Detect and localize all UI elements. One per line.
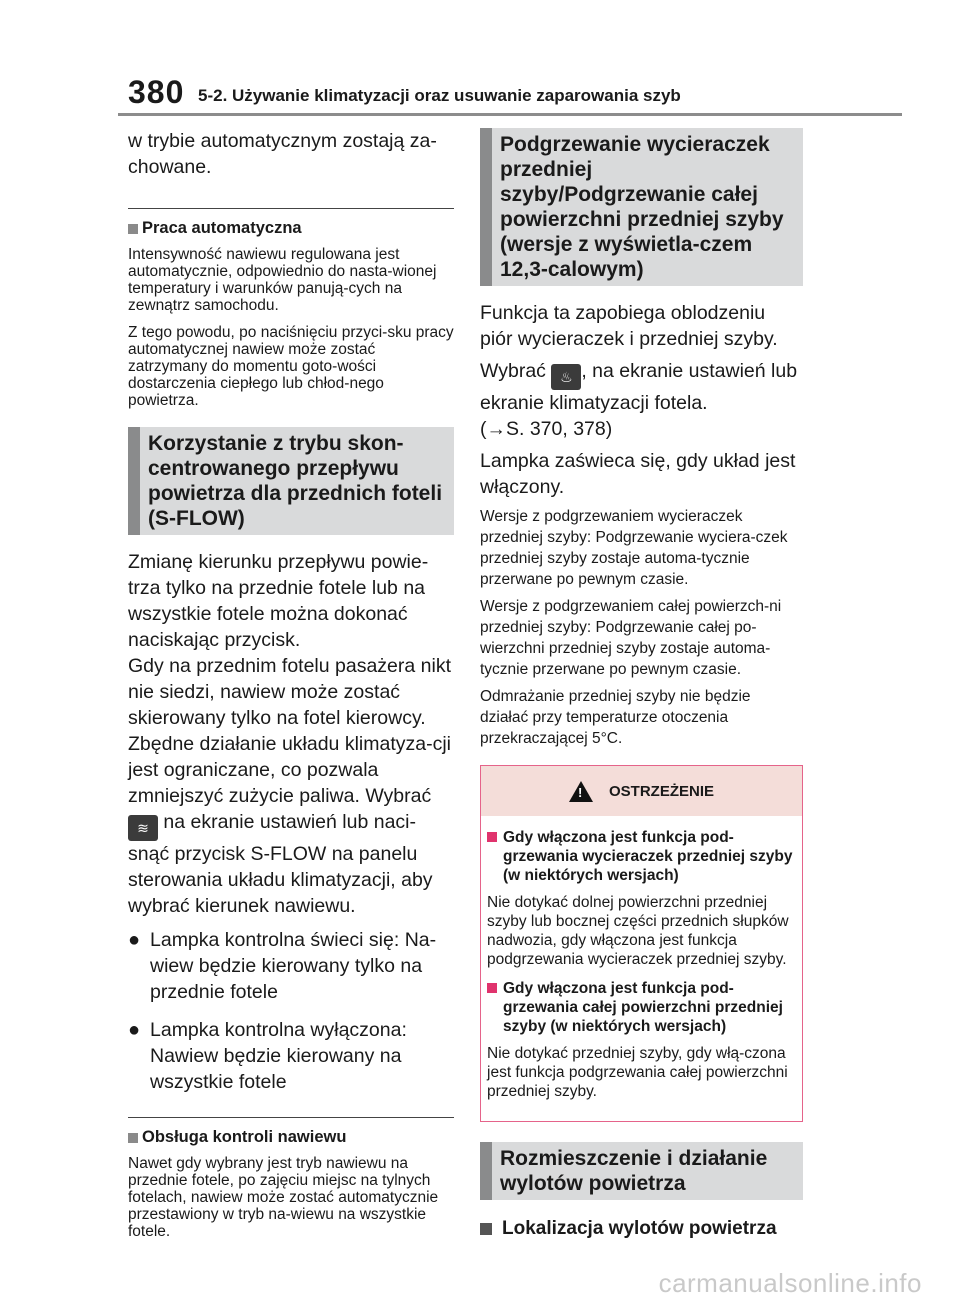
auto-paragraph-2: Z tego powodu, po naciśnięciu przyci-sku pracy automatycznej nawiew może zostać zatrzymany do momentu goto-wości dostarczenia ciepłego lub chłod-nego powietrza. bbox=[128, 324, 454, 409]
page-number: 380 bbox=[128, 74, 185, 110]
square-bullet-icon bbox=[487, 983, 497, 993]
sflow-section-heading: Korzystanie z trybu skon-centrowanego przepływu powietrza dla przednich foteli (S-FLOW) bbox=[128, 427, 454, 535]
intro-text: w trybie automatycznym zostają za-chowane. bbox=[128, 130, 437, 178]
divider bbox=[128, 208, 454, 209]
right-column bbox=[480, 128, 803, 1240]
warning-subheading-1: Gdy włączona jest funkcja pod-grzewania wycieraczek przedniej szyby (w niektórych wersjach) bbox=[487, 828, 796, 885]
divider bbox=[128, 1117, 454, 1118]
warning-body bbox=[481, 816, 802, 1121]
warning-paragraph-1: Nie dotykać dolnej powierzchni przedniej szyby lub bocznej części przednich słupków nadwozia, gdy włączona jest funkcja podgrzewania wycieraczek przedniej szyby. bbox=[487, 894, 789, 968]
wiper-heater-icon: ♨ bbox=[551, 364, 581, 390]
warning-triangle-icon: ! bbox=[569, 781, 593, 802]
heater-paragraph-5: Wersje z podgrzewaniem całej powierzch-ni przedniej szyby: Podgrzewanie całej po-wierzchni przedniej szyby zostaje automa-tycznie przerwane po pewnym czasie. bbox=[480, 598, 782, 678]
left-column bbox=[128, 128, 454, 1250]
header-divider bbox=[118, 113, 902, 116]
vents-section-heading: Rozmieszczenie i działanie wylotów powietrza bbox=[480, 1142, 803, 1200]
sflow-paragraph-1: Zmianę kierunku przepływu powie-trza tylko na przednie fotele lub na wszystkie fotele można dokonać naciskając przycisk. bbox=[128, 551, 429, 651]
heater-paragraph-1: Funkcja ta zapobiega oblodzeniu piór wycieraczek i przedniej szyby. bbox=[480, 302, 778, 350]
warning-paragraph-2: Nie dotykać przedniej szyby, gdy włą-czona jest funkcja podgrzewania całej powierzchni przedniej szyby. bbox=[487, 1045, 788, 1100]
watermark: carmanualsonline.info bbox=[658, 1268, 922, 1298]
bullet-dot-icon: ● bbox=[128, 1019, 141, 1041]
auto-heading: Praca automatyczna bbox=[128, 219, 454, 238]
square-bullet-icon bbox=[487, 832, 497, 842]
auto-paragraph-1: Intensywność nawiewu regulowana jest automatycznie, odpowiednio do nasta-wionej temperatury i warunków panują-cych na zewnątrz samochodu. bbox=[128, 246, 437, 314]
heater-page-reference: (→S. 370, 378) bbox=[480, 418, 613, 440]
heater-paragraph-4: Wersje z podgrzewaniem wycieraczek przedniej szyby: Podgrzewanie wyciera-czek przedniej szyby zostaje automa-tycznie przerwane po pewnym czasie. bbox=[480, 508, 788, 588]
bullet-dot-icon: ● bbox=[128, 929, 141, 951]
warning-subheading-2: Gdy włączona jest funkcja pod-grzewania całej powierzchni przedniej szyby (w niektórych wersjach) bbox=[487, 979, 796, 1036]
chapter-title: 5-2. Używanie klimatyzacji oraz usuwanie zaparowania szyb bbox=[198, 86, 681, 105]
list-item: ● Lampka kontrolna świeci się: Na-wiew będzie kierowany tylko na przednie fotele bbox=[128, 929, 437, 1003]
square-bullet-icon bbox=[480, 1223, 492, 1235]
heater-section-heading: Podgrzewanie wycieraczek przedniej szyby/Podgrzewanie całej powierzchni przedniej szyby (wersje z wyświetla-czem 12,3-calowym) bbox=[480, 128, 803, 286]
s-flow-icon: ≋ bbox=[128, 815, 158, 841]
warning-header bbox=[481, 766, 802, 816]
heater-paragraph-6: Odmrażanie przedniej szyby nie będzie działać przy temperaturze otoczenia przekraczającej 5°C. bbox=[480, 688, 751, 747]
warning-title: OSTRZEŻENIE bbox=[608, 782, 714, 800]
square-bullet-icon bbox=[128, 224, 138, 234]
heater-paragraph-2: Wybrać ♨ , na ekranie ustawień lub ekranie klimatyzacji fotela. bbox=[480, 360, 798, 414]
warning-box bbox=[480, 765, 803, 1122]
heater-paragraph-3: Lampka zaświeca się, gdy układ jest włączony. bbox=[480, 450, 796, 498]
square-bullet-icon bbox=[128, 1133, 138, 1143]
control-heading: Obsługa kontroli nawiewu bbox=[128, 1128, 454, 1147]
sflow-paragraph-2: Gdy na przednim fotelu pasażera nikt nie siedzi, nawiew może zostać skierowany tylko na fotel kierowcy. Zbędne działanie układu klimatyza-cji jest ograniczane, co pozwala zmniejszyć zużycie paliwa. Wybrać ≋ na ekranie ustawień lub naci-snąć przycisk S-FLOW na panelu sterowania układu klimatyzacji, aby wybrać kierunek nawiewu. bbox=[128, 655, 452, 917]
vents-subheading: Lokalizacja wylotów powietrza bbox=[480, 1218, 803, 1240]
list-item: ● Lampka kontrolna wyłączona: Nawiew będzie kierowany na wszystkie fotele bbox=[128, 1019, 407, 1093]
control-paragraph: Nawet gdy wybrany jest tryb nawiewu na przednie fotele, po zajęciu miejsc na tylnych fotelach, nawiew może zostać automatycznie przestawiony w tryb na-wiewu na wszystkie fotele. bbox=[128, 1155, 439, 1240]
